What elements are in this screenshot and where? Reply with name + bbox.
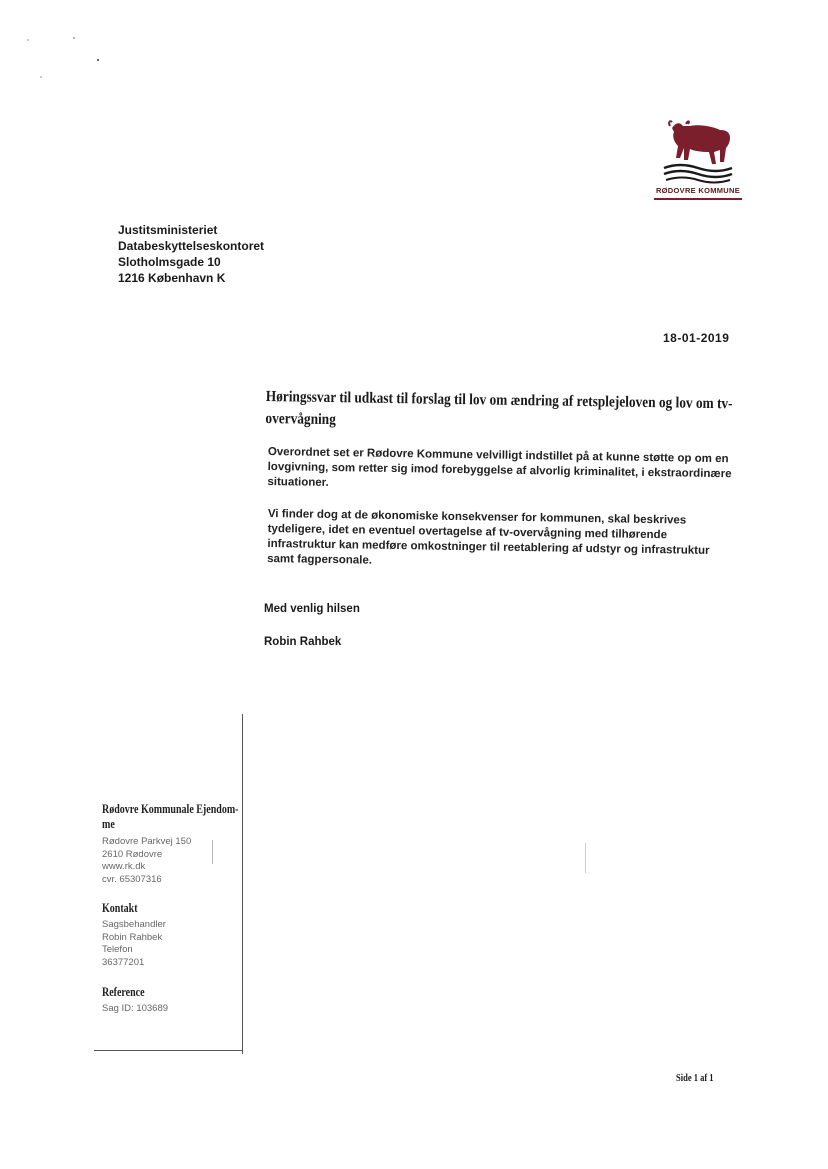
page-number: Side 1 af 1 <box>676 1073 714 1084</box>
contact-block <box>102 901 242 969</box>
reference-heading: Reference <box>102 985 145 999</box>
logo-underline <box>654 198 742 200</box>
sender-heading-cont: me <box>102 817 115 831</box>
closing-greeting: Med venlig hilsen <box>264 603 360 615</box>
sender-web: www.rk.dk <box>102 861 146 872</box>
scan-specks <box>20 30 120 90</box>
body-paragraph: Vi finder dog at de økonomiske konsekvenser for kommunen, skal beskrives tydeligere, idet en eventuel overtagelse af tv-overvågning med tilhørende infrastruktur kan medføre omkostninger til reetablering af udstyr og infrastruktur samt fagpersonale. <box>267 507 710 567</box>
reference-block <box>102 985 242 1016</box>
recipient-address <box>118 222 264 286</box>
sender-block <box>102 802 242 886</box>
recipient-line: Databeskyttelseskontoret <box>118 239 265 253</box>
contact-phone: 36377201 <box>102 956 145 968</box>
sidebar-bottom-rule <box>94 1050 242 1051</box>
recipient-line: 1216 København K <box>118 271 226 285</box>
letter-date: 18-01-2019 <box>663 331 730 345</box>
contact-phone-label: Telefon <box>102 944 133 955</box>
contact-role: Sagsbehandler <box>102 919 166 930</box>
letter-subject: Høringssvar til udkast til forslag til lov om ændring af retsplejeloven og lov om tv-overvågning <box>265 387 733 429</box>
sender-cvr: cvr. 65307316 <box>102 873 162 885</box>
bull-logo-icon <box>650 118 746 184</box>
recipient-line: Justitsministeriet <box>118 223 218 237</box>
municipality-logo <box>650 118 746 208</box>
body-paragraph: Overordnet set er Rødovre Kommune velvilligt indstillet på at kunne støtte op om en lovgivning, som retter sig imod forebyggelse af alvorlig kriminalitet, i ekstraordinære situationer. <box>267 445 732 489</box>
logo-wordmark: RØDOVRE KOMMUNE <box>655 186 741 195</box>
scan-mark <box>585 843 586 873</box>
sidebar-divider <box>242 714 243 1054</box>
sender-postal: 2610 Rødovre <box>102 848 163 860</box>
reference-case-id: Sag ID: 103689 <box>102 1003 169 1014</box>
contact-name: Robin Rahbek <box>102 931 163 943</box>
sender-heading: Rødovre Kommunale Ejendom- <box>102 802 239 816</box>
sender-address: Rødovre Parkvej 150 <box>102 836 192 847</box>
recipient-line: Slotholmsgade 10 <box>118 255 221 269</box>
contact-heading: Kontakt <box>102 901 138 915</box>
signer-name: Robin Rahbek <box>264 636 342 648</box>
